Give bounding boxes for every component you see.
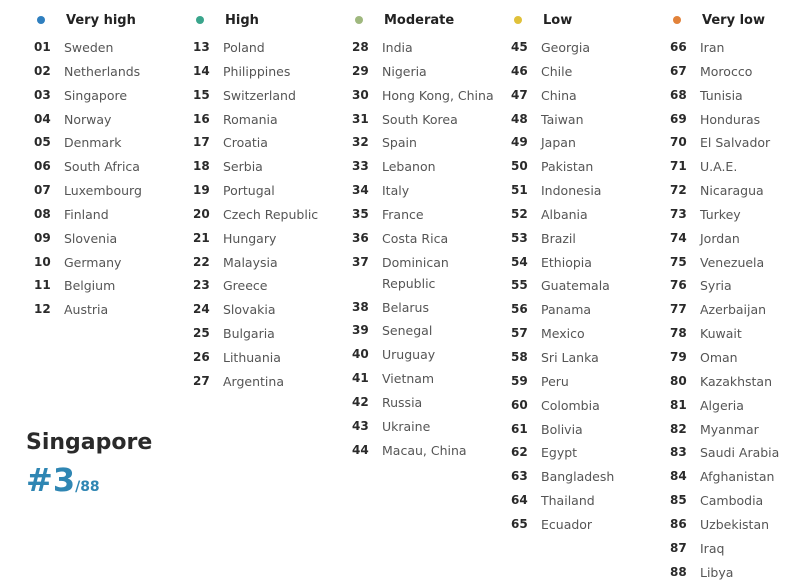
country-name: Slovakia [223, 302, 276, 318]
country-name: Singapore [64, 87, 128, 103]
country-name: Saudi Arabia [700, 445, 780, 461]
list-item [511, 394, 614, 418]
country-name: Austria [64, 302, 109, 318]
rank-num: 20 [193, 206, 210, 221]
country-name: Ecuador [541, 516, 593, 532]
rank-num: 83 [670, 445, 687, 460]
country-name: Luxembourg [64, 183, 142, 199]
list-item [193, 298, 318, 322]
rank-num: 66 [670, 40, 687, 54]
list-item [34, 203, 142, 227]
rank-num: 48 [511, 111, 528, 126]
rank-num: 86 [670, 516, 687, 531]
list-item [670, 465, 779, 489]
list-item [670, 131, 779, 155]
list-item [511, 131, 614, 155]
country-name: Georgia [541, 40, 591, 55]
rank-num: 41 [352, 371, 369, 386]
list-item [34, 298, 142, 322]
high-dot-icon [196, 16, 204, 24]
rank-num: 47 [511, 87, 528, 102]
list-item [670, 537, 779, 561]
rank-num: 18 [193, 159, 210, 174]
country-name: Ukraine [382, 418, 431, 434]
rank-num: 16 [193, 111, 210, 126]
country-name: Italy [382, 183, 410, 199]
list-item [34, 155, 142, 179]
country-name: Czech Republic [223, 206, 319, 222]
rank-num: 88 [670, 564, 687, 579]
rank-num: 52 [511, 206, 528, 221]
country-name: Denmark [64, 135, 122, 151]
rank-num: 13 [193, 40, 210, 54]
country-name: Slovenia [64, 230, 118, 246]
list-item [193, 322, 318, 346]
rank-num: 29 [352, 63, 369, 78]
rank-num: 51 [511, 183, 528, 198]
list-item [193, 155, 318, 179]
list-item [670, 394, 779, 418]
rank-number: #3 [26, 461, 76, 499]
very-low-dot-icon [673, 16, 681, 24]
country-name: Pakistan [541, 159, 594, 175]
column-low [511, 10, 614, 537]
rank-num: 76 [670, 278, 687, 293]
list-item [352, 131, 502, 155]
rank-num: 10 [34, 254, 51, 269]
country-name: Albania [541, 206, 588, 222]
country-name: Spain [382, 135, 417, 151]
rank-num: 82 [670, 421, 687, 436]
country-name: Kuwait [700, 326, 742, 342]
rank-num: 05 [34, 135, 51, 150]
spotlight-country: Singapore [26, 430, 153, 455]
list-item [670, 155, 779, 179]
column-high [193, 10, 318, 394]
country-name: Germany [64, 254, 122, 270]
country-name: Croatia [223, 135, 268, 151]
rank-num: 73 [670, 206, 687, 221]
list-item [670, 251, 779, 275]
rank-num: 30 [352, 87, 369, 102]
rank-num: 34 [352, 183, 369, 198]
rank-num: 33 [352, 159, 369, 174]
rank-num: 31 [352, 111, 369, 126]
list-item [670, 179, 779, 203]
list-item [670, 84, 779, 108]
list-item [511, 36, 614, 60]
country-name: Uzbekistan [700, 516, 770, 532]
rank-num: 32 [352, 135, 369, 150]
list-item [670, 418, 779, 442]
country-name: Tunisia [700, 87, 743, 103]
rank-num: 62 [511, 445, 528, 460]
rank-num: 25 [193, 326, 210, 341]
country-name: Netherlands [64, 63, 141, 79]
list-item [670, 60, 779, 84]
rank-num: 58 [511, 349, 528, 364]
country-name: Sri Lanka [541, 349, 599, 365]
list-item [193, 179, 318, 203]
rank-num: 44 [352, 442, 369, 457]
country-name: Nicaragua [700, 183, 764, 199]
country-name: Malaysia [223, 254, 278, 270]
rank-num: 07 [34, 183, 51, 198]
list-item [193, 251, 318, 275]
list-item [511, 441, 614, 465]
list-item [670, 370, 779, 394]
country-name: Serbia [223, 159, 263, 175]
list-item [511, 274, 614, 298]
list-item [511, 251, 614, 275]
list-item [352, 439, 502, 463]
country-name: Russia [382, 394, 423, 410]
country-name: Vietnam [382, 371, 435, 387]
country-name: Bolivia [541, 421, 583, 437]
country-name: Kazakhstan [700, 373, 773, 389]
list-item [670, 441, 779, 465]
country-name: Finland [64, 206, 109, 222]
country-name: Switzerland [223, 87, 296, 103]
country-name: Ethiopia [541, 254, 592, 270]
list-item [670, 274, 779, 298]
rank-num: 69 [670, 111, 687, 126]
rank-num: 39 [352, 323, 369, 338]
country-name: Senegal [382, 323, 433, 339]
column-very-high [34, 10, 142, 322]
list-item [352, 251, 502, 296]
country-name: Romania [223, 111, 278, 127]
rank-num: 26 [193, 349, 210, 364]
country-name: Nigeria [382, 63, 427, 79]
country-name: Egypt [541, 445, 578, 461]
country-name: Oman [700, 349, 738, 365]
list-item [193, 370, 318, 394]
rank-num: 28 [352, 40, 369, 54]
rank-num: 03 [34, 87, 51, 102]
rank-num: 38 [352, 299, 369, 314]
country-name: Philippines [223, 63, 291, 79]
rank-num: 61 [511, 421, 528, 436]
rank-num: 11 [34, 278, 51, 293]
country-name: Azerbaijan [700, 302, 767, 318]
list-item [352, 179, 502, 203]
country-name: Sweden [64, 40, 114, 55]
country-name: Afghanistan [700, 469, 775, 485]
country-name: Chile [541, 63, 573, 79]
rank-num: 27 [193, 373, 210, 388]
rank-num: 19 [193, 183, 210, 198]
rank-num: 42 [352, 394, 369, 409]
column-header [193, 10, 318, 30]
rank-num: 37 [352, 254, 369, 269]
list-item [670, 203, 779, 227]
list-item [193, 36, 318, 60]
rank-num: 21 [193, 230, 210, 245]
list-item [193, 274, 318, 298]
list-item [511, 346, 614, 370]
list-item [34, 131, 142, 155]
rank-num: 35 [352, 206, 369, 221]
rank-num: 56 [511, 302, 528, 317]
country-name: South Africa [64, 159, 140, 175]
rank-num: 85 [670, 493, 687, 508]
list-item [511, 465, 614, 489]
rank-num: 02 [34, 63, 51, 78]
rank-num: 75 [670, 254, 687, 269]
country-name: Poland [223, 40, 265, 55]
column-header [34, 10, 142, 30]
list-item [34, 60, 142, 84]
country-name: Cambodia [700, 493, 764, 509]
list-item [352, 108, 502, 132]
country-name: Taiwan [541, 111, 584, 127]
list-item [670, 561, 779, 584]
rank-num: 60 [511, 397, 528, 412]
rank-num: 12 [34, 302, 51, 317]
list-item [511, 513, 614, 537]
country-name: Hungary [223, 230, 277, 246]
country-name: Bulgaria [223, 326, 275, 342]
country-name: Iraq [700, 540, 725, 556]
list-item [352, 84, 502, 108]
rank-num: 57 [511, 326, 528, 341]
rank-num: 43 [352, 418, 369, 433]
rank-num: 74 [670, 230, 687, 245]
list-item [352, 203, 502, 227]
list-item [670, 513, 779, 537]
list-item [511, 203, 614, 227]
rank-num: 49 [511, 135, 528, 150]
list-item [352, 60, 502, 84]
country-name: Hong Kong, China [382, 87, 494, 103]
list-item [511, 322, 614, 346]
low-dot-icon [514, 16, 522, 24]
list-item [352, 367, 502, 391]
list-item [511, 155, 614, 179]
country-name: Peru [541, 373, 569, 389]
list-item [193, 227, 318, 251]
spotlight-rank [26, 461, 152, 499]
country-name: Libya [700, 564, 734, 580]
country-name: Syria [700, 278, 732, 294]
country-name: Turkey [700, 206, 741, 222]
rank-num: 70 [670, 135, 687, 150]
country-name: Macau, China [382, 442, 467, 458]
list-item [511, 227, 614, 251]
country-name: Costa Rica [382, 230, 449, 246]
list-item [352, 227, 502, 251]
rank-num: 50 [511, 159, 528, 174]
rank-num: 36 [352, 230, 369, 245]
rank-num: 01 [34, 40, 51, 54]
rank-num: 53 [511, 230, 528, 245]
list-item [34, 179, 142, 203]
ranking-list [34, 36, 142, 322]
country-name: Lithuania [223, 349, 281, 365]
moderate-dot-icon [355, 16, 363, 24]
column-header [670, 10, 779, 30]
list-item [511, 418, 614, 442]
rank-num: 59 [511, 373, 528, 388]
rank-num: 04 [34, 111, 51, 126]
rank-num: 80 [670, 373, 687, 388]
country-name: Jordan [700, 230, 740, 246]
country-name: Algeria [700, 397, 744, 413]
column-moderate [352, 10, 502, 463]
rank-num: 08 [34, 206, 51, 221]
list-item [670, 322, 779, 346]
rank-num: 79 [670, 349, 687, 364]
rank-num: 55 [511, 278, 528, 293]
list-item [511, 84, 614, 108]
list-item [670, 108, 779, 132]
list-item [34, 227, 142, 251]
list-item [511, 298, 614, 322]
rank-num: 14 [193, 63, 210, 78]
list-item [511, 179, 614, 203]
list-item [34, 84, 142, 108]
rank-num: 84 [670, 469, 687, 484]
rank-num: 40 [352, 347, 369, 362]
list-item [670, 489, 779, 513]
country-name: Uruguay [382, 347, 436, 363]
country-name: Panama [541, 302, 592, 318]
list-item [511, 60, 614, 84]
ranking-list [670, 36, 779, 584]
country-name: Myanmar [700, 421, 759, 437]
country-name: Lebanon [382, 159, 436, 175]
list-item [511, 489, 614, 513]
country-name: Colombia [541, 397, 600, 413]
list-item [670, 346, 779, 370]
rank-num: 71 [670, 159, 687, 174]
country-name: Morocco [700, 63, 753, 79]
country-name: Thailand [541, 493, 595, 509]
rank-num: 87 [670, 540, 687, 555]
rank-num: 78 [670, 326, 687, 341]
country-name: Mexico [541, 326, 585, 342]
list-item [34, 251, 142, 275]
country-name: France [382, 206, 424, 222]
list-item [34, 108, 142, 132]
country-name: Honduras [700, 111, 761, 127]
column-header [352, 10, 502, 30]
column-title: Very high [66, 12, 136, 28]
rank-num: 77 [670, 302, 687, 317]
list-item [352, 343, 502, 367]
column-title: Moderate [384, 12, 455, 28]
country-name: Greece [223, 278, 268, 294]
country-name: Dominican Republic [382, 254, 449, 291]
country-name: Bangladesh [541, 469, 615, 485]
list-item [352, 415, 502, 439]
rank-num: 68 [670, 87, 687, 102]
list-item [352, 36, 502, 60]
list-item [193, 131, 318, 155]
list-item [193, 84, 318, 108]
list-item [670, 227, 779, 251]
list-item [34, 274, 142, 298]
ranking-list [193, 36, 318, 394]
country-name: Norway [64, 111, 112, 127]
rank-num: 46 [511, 63, 528, 78]
ranking-list [511, 36, 614, 537]
rank-total: /88 [75, 479, 100, 495]
list-item [193, 346, 318, 370]
list-item [670, 298, 779, 322]
rank-num: 67 [670, 63, 687, 78]
rank-num: 65 [511, 516, 528, 531]
list-item [193, 60, 318, 84]
country-name: Venezuela [700, 254, 765, 270]
column-title: High [225, 12, 259, 28]
country-name: Belarus [382, 299, 429, 315]
country-name: Guatemala [541, 278, 610, 294]
column-title: Low [543, 12, 573, 28]
country-name: Brazil [541, 230, 576, 246]
list-item [352, 319, 502, 343]
rank-num: 45 [511, 40, 528, 54]
column-very-low [670, 10, 779, 584]
country-name: Indonesia [541, 183, 602, 199]
list-item [511, 370, 614, 394]
country-name: U.A.E. [700, 159, 738, 175]
rank-num: 64 [511, 493, 528, 508]
country-name: Argentina [223, 373, 284, 389]
ranking-list [352, 36, 502, 463]
rank-num: 24 [193, 302, 210, 317]
country-name: Iran [700, 40, 725, 55]
column-title: Very low [702, 12, 765, 28]
very-high-dot-icon [37, 16, 45, 24]
list-item [352, 391, 502, 415]
country-name: Belgium [64, 278, 116, 294]
country-name: Japan [541, 135, 576, 151]
rank-num: 81 [670, 397, 687, 412]
list-item [193, 108, 318, 132]
list-item [34, 36, 142, 60]
spotlight-card [26, 430, 152, 499]
rank-num: 06 [34, 159, 51, 174]
country-name: El Salvador [700, 135, 771, 151]
column-header [511, 10, 614, 30]
country-name: Portugal [223, 183, 275, 199]
country-name: India [382, 40, 413, 55]
list-item [352, 155, 502, 179]
list-item [193, 203, 318, 227]
country-name: China [541, 87, 577, 103]
rank-num: 15 [193, 87, 210, 102]
rank-num: 72 [670, 183, 687, 198]
list-item [352, 296, 502, 320]
rank-num: 54 [511, 254, 528, 269]
list-item [670, 36, 779, 60]
rank-num: 22 [193, 254, 210, 269]
rank-num: 09 [34, 230, 51, 245]
country-name: South Korea [382, 111, 458, 127]
rank-num: 23 [193, 278, 210, 293]
rank-num: 63 [511, 469, 528, 484]
rank-num: 17 [193, 135, 210, 150]
list-item [511, 108, 614, 132]
